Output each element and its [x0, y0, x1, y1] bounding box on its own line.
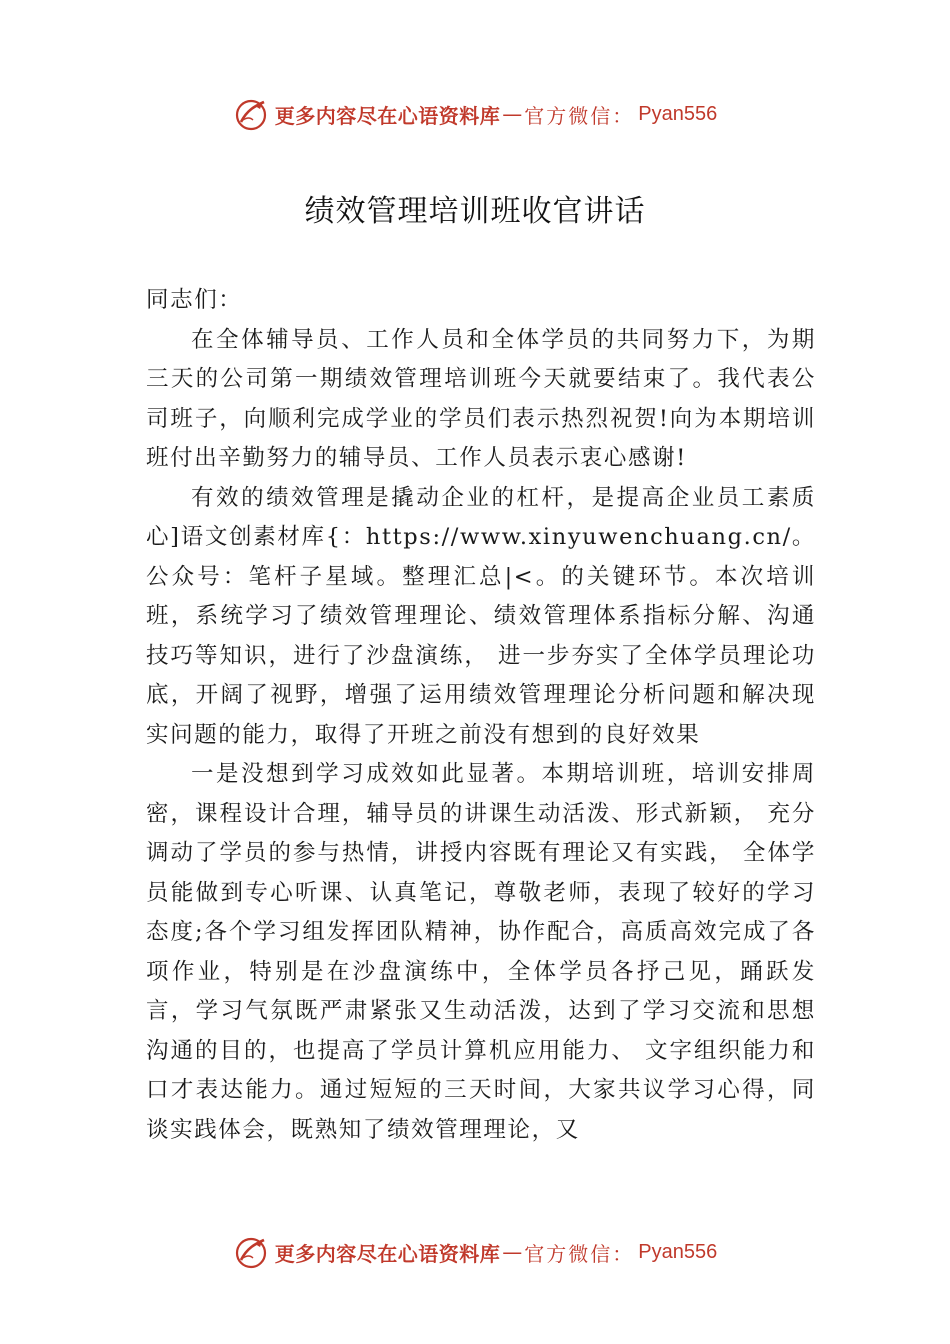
watermark-dash: — [502, 102, 523, 126]
watermark-wechat-id: Pyan556 [638, 1240, 718, 1263]
watermark-wechat-label: 官方微信： [524, 103, 635, 128]
document-body [146, 281, 816, 1150]
paragraph: 有效的绩效管理是撬动企业的杠杆，是提高企业员工素质心]语文创素材库{：https://www.xinyuwenchuang.cn/。公众号：笔杆子星域。整理汇总|<。的关键环节。本次培训班，系统学习了绩效管理理论、绩效管理体系指标分解、沟通技巧等知识，进行了沙盘演练， 进一步夯实了全体学员理论功底，开阔了视野，增强了运用绩效管理理论分析问题和解决现实问题的能力，取得了开班之前没有想到的良好效果 [146, 484, 816, 748]
pen-circle-logo-icon [233, 1234, 269, 1270]
watermark-brand: 更多内容尽在心语资料库 [274, 1241, 501, 1266]
paragraph: 一是没想到学习成效如此显著。本期培训班，培训安排周密，课程设计合理，辅导员的讲课生动活泼、形式新颖， 充分调动了学员的参与热情，讲授内容既有理论又有实践， 全体学员能做到专心听课、认真笔记，尊敬老师，表现了较好的学习态度;各个学习组发挥团队精神，协作配合，高质高效完成了各项作业，特别是在沙盘演练中，全体学员各抒己见，踊跃发言，学习气氛既严肃紧张又生动活泼，达到了学习交流和思想沟通的目的，也提高了学员计算机应用能力、 文字组织能力和口才表达能力。通过短短的三天时间，大家共议学习心得，同谈实践体会，既熟知了绩效管理理论，又 [146, 761, 816, 1143]
watermark-wechat-label: 官方微信： [524, 1241, 635, 1266]
watermark-banner-top [0, 94, 950, 134]
salutation: 同志们： [146, 287, 243, 313]
watermark-dash: — [502, 1240, 523, 1264]
pen-circle-logo-icon [233, 96, 269, 132]
document-title: 绩效管理培训班收官讲话 [304, 194, 646, 229]
watermark-banner-bottom [0, 1232, 950, 1272]
watermark-wechat-id: Pyan556 [638, 102, 718, 125]
watermark-brand: 更多内容尽在心语资料库 [274, 103, 501, 128]
paragraph: 在全体辅导员、工作人员和全体学员的共同努力下，为期三天的公司第一期绩效管理培训班今天就要结束了。我代表公司班子，向顺利完成学业的学员们表示热烈祝贺!向为本期培训班付出辛勤努力的辅导员、工作人员表示衷心感谢! [146, 326, 816, 471]
